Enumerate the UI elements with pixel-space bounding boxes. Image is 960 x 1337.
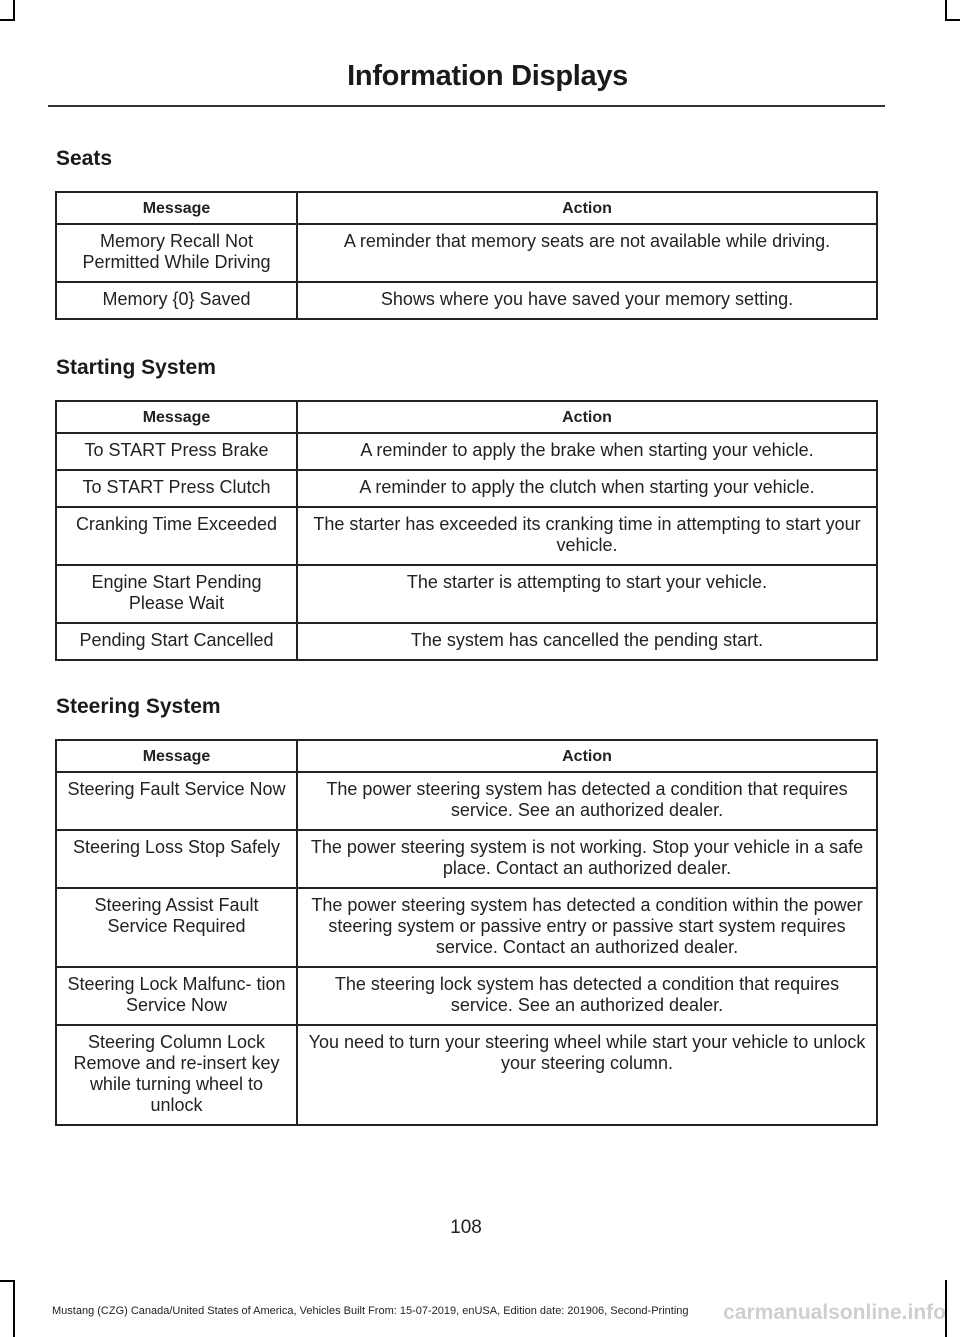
action-cell: You need to turn your steering wheel while start your vehicle to unlock your steering column. [297,1025,877,1125]
crop-mark [945,19,960,21]
column-header-message: Message [56,740,297,772]
table-header-row [56,192,877,224]
message-cell: Cranking Time Exceeded [56,507,297,565]
message-cell: Pending Start Cancelled [56,623,297,660]
table-row [56,830,877,888]
starting-system-table [55,400,878,661]
message-cell: Memory Recall Not Permitted While Driving [56,224,297,282]
table-row [56,1025,877,1125]
action-cell: A reminder to apply the brake when starting your vehicle. [297,433,877,470]
table-row [56,282,877,319]
section-title-steering-system: Steering System [56,695,221,718]
action-cell: The power steering system has detected a condition that requires service. See an authorized dealer. [297,772,877,830]
message-cell: Memory {0} Saved [56,282,297,319]
message-cell: Steering Loss Stop Safely [56,830,297,888]
message-cell: Steering Lock Malfunc- tion Service Now [56,967,297,1025]
column-header-action: Action [297,401,877,433]
footer-text: Mustang (CZG) Canada/United States of America, Vehicles Built From: 15-07-2019, enUSA, Edition date: 201906, Second-Printing [52,1305,689,1317]
crop-mark [13,1280,15,1337]
action-cell: The power steering system has detected a condition within the power steering system or passive entry or passive start system requires service. Contact an authorized dealer. [297,888,877,967]
page-title: Information Displays [347,60,628,92]
table-row [56,470,877,507]
action-cell: The starter is attempting to start your vehicle. [297,565,877,623]
page-number: 108 [450,1217,482,1238]
action-cell: A reminder to apply the clutch when starting your vehicle. [297,470,877,507]
section-title-starting-system: Starting System [56,356,216,379]
message-cell: Steering Fault Service Now [56,772,297,830]
table-row [56,888,877,967]
table-header-row [56,401,877,433]
message-cell: To START Press Brake [56,433,297,470]
table-row [56,772,877,830]
table-row [56,967,877,1025]
action-cell: A reminder that memory seats are not available while driving. [297,224,877,282]
action-cell: The starter has exceeded its cranking time in attempting to start your vehicle. [297,507,877,565]
column-header-message: Message [56,401,297,433]
action-cell: The system has cancelled the pending start. [297,623,877,660]
column-header-action: Action [297,192,877,224]
action-cell: The steering lock system has detected a condition that requires service. See an authorized dealer. [297,967,877,1025]
message-cell: Steering Column Lock Remove and re-insert key while turning wheel to unlock [56,1025,297,1125]
crop-mark [0,19,15,21]
crop-mark [945,0,947,20]
action-cell: The power steering system is not working. Stop your vehicle in a safe place. Contact an authorized dealer. [297,830,877,888]
table-row [56,224,877,282]
message-cell: Steering Assist Fault Service Required [56,888,297,967]
crop-mark [0,1280,15,1282]
column-header-action: Action [297,740,877,772]
table-header-row [56,740,877,772]
table-row [56,433,877,470]
table-row [56,565,877,623]
action-cell: Shows where you have saved your memory setting. [297,282,877,319]
section-title-seats: Seats [56,147,113,170]
column-header-message: Message [56,192,297,224]
steering-system-table [55,739,878,1126]
header-divider [48,105,885,107]
table-row [56,623,877,660]
message-cell: To START Press Clutch [56,470,297,507]
watermark: carmanualsonline.info [723,1301,946,1324]
message-cell: Engine Start Pending Please Wait [56,565,297,623]
crop-mark [13,0,15,20]
table-row [56,507,877,565]
seats-table [55,191,878,320]
